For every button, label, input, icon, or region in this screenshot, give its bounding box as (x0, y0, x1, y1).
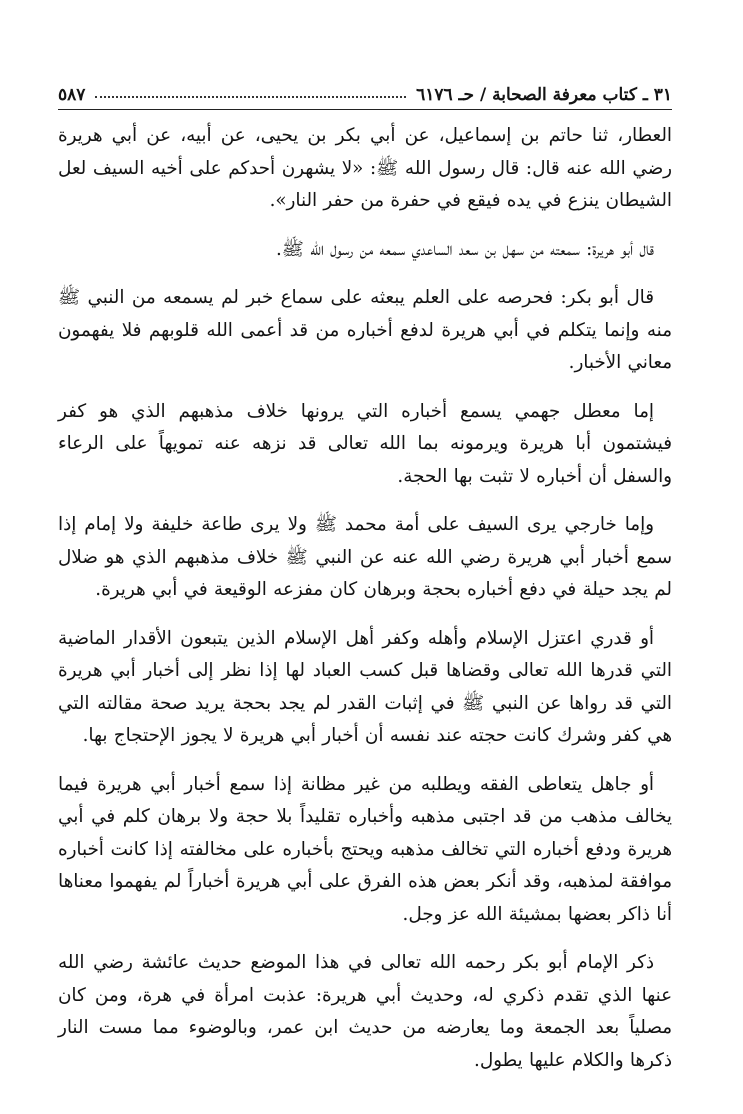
page-header (58, 70, 672, 110)
paragraph: أو جاهل يتعاطى الفقه ويطلبه من غير مظانة إذا سمع أخبار أبي هريرة فيما يخالف مذهب من قد اجتبى مذهبه وأخباره تقليداً بلا حجة ولا برهان كلم في أبي هريرة ودفع أخباره التي تخالف مذهبه ويحتج بأخباره على مخالفته إذا كانت أخباره موافقة لمذهبه، وقد أنكر بعض هذه الفرق على أبي هريرة أخباراً لم يفهموا معناها أنا ذاكر بعضها بمشيئة الله عز وجل. (58, 773, 672, 925)
paragraph: قال أبو هريرة: سمعته من سهل بن سعد الساعدي سمعه من رسول الله ﷺ. (276, 238, 654, 260)
paragraph: ذكر الإمام أبو بكر رحمه الله تعالى في هذا الموضع حديث عائشة رضي الله عنها الذي تقدم ذكري له، وحديث أبي هريرة: عذبت امرأة في هرة، ومن كان مصلياً بعد الجمعة وما يعارضه من حديث ابن عمر، وبالوضوء مما مست النار ذكرها والكلام عليها يطول. (58, 952, 672, 1071)
paragraph: العطار، ثنا حاتم بن إسماعيل، عن أبي بكر بن يحيى، عن أبيه، عن أبي هريرة رضي الله عنه قال: قال رسول الله ﷺ: «لا يشهرن أحدكم على أخيه السيف لعل الشيطان ينزع في يده فيقع في حفرة من حفر النار». (58, 125, 672, 211)
paragraph: قال أبو بكر: فحرصه على العلم يبعثه على سماع خبر لم يسمعه من النبي ﷺ منه وإنما يتكلم في أبي هريرة لدفع أخباره من قد أعمى الله قلوبهم فلا يفهمون معاني الأخبار. (58, 287, 672, 373)
paragraph: أو قدري اعتزل الإسلام وأهله وكفر أهل الإسلام الذين يتبعون الأقدار الماضية التي قدرها الله تعالى وقضاها قبل كسب العباد لها إذا نظر إلى أخبار أبي هريرة التي قد رواها عن النبي ﷺ في إثبات القدر لم يجد بحجة يريد صحة مقالته التي هي كفر وشرك كانت حجته عند نفسه أن أخبار أبي هريرة لا يجوز الإحتجاج بها. (58, 627, 672, 746)
body-text (58, 110, 672, 1077)
paragraph: إما معطل جهمي يسمع أخباره التي يرونها خلاف مذهبهم الذي هو كفر فيشتمون أبا هريرة ويرمونه بما الله تعالى قد نزهه عنه تمويهاً على الرعاء والسفل أن أخباره لا تثبت بها الحجة. (58, 400, 672, 487)
book-page (58, 70, 672, 1100)
paragraph: وإما خارجي يرى السيف على أمة محمد ﷺ ولا يرى طاعة خليفة ولا إمام إذا سمع أخبار أبي هريرة رضي الله عنه عن النبي ﷺ خلاف مذهبهم الذي هو ضلال لم يجد حيلة في دفع أخباره بحجة وبرهان كان مفزعه الوقيعة في أبي هريرة. (58, 514, 672, 600)
leader-dots (95, 95, 406, 98)
running-head: ٣١ ـ كتاب معرفة الصحابة / حـ ٦١٧٦ (416, 85, 672, 105)
page-number: ٥٨٧ (58, 85, 86, 105)
